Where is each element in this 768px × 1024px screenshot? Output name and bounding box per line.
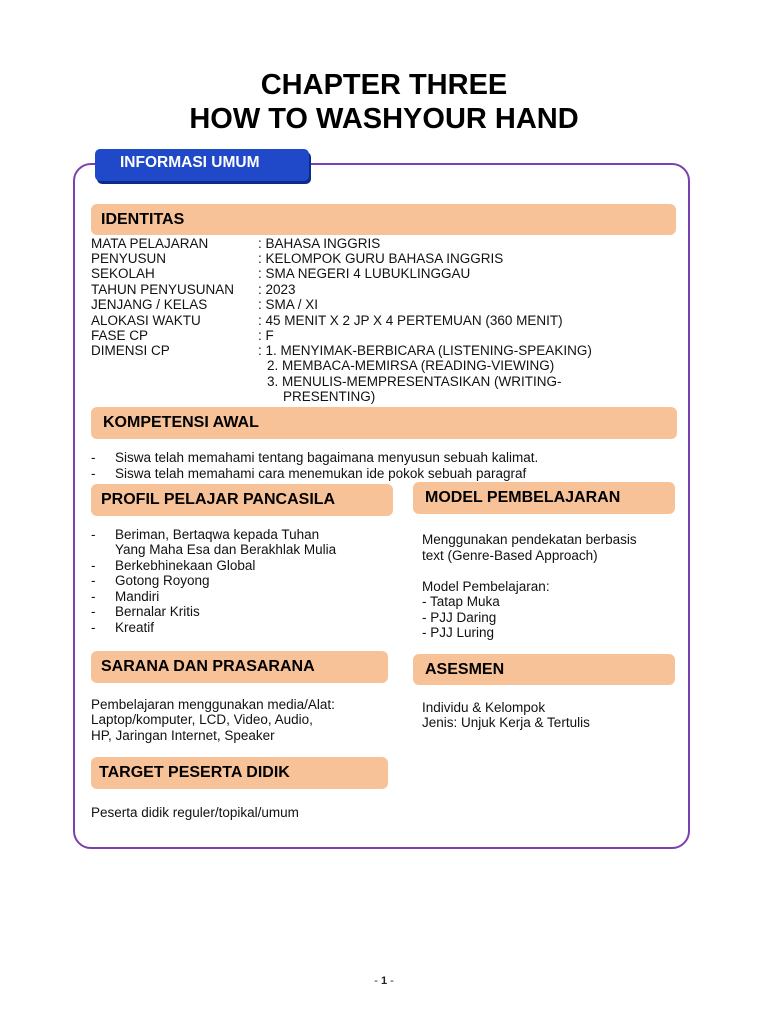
identitas-key: FASE CP [91, 328, 149, 343]
model-line: Model Pembelajaran: [422, 579, 550, 594]
sarana-line: HP, Jaringan Internet, Speaker [91, 728, 275, 743]
model-line: text (Genre-Based Approach) [422, 548, 598, 563]
bullet-dash: - [91, 527, 96, 542]
dimensi-item: 2. MEMBACA-MEMIRSA (READING-VIEWING) [267, 358, 555, 373]
identitas-key: TAHUN PENYUSUNAN [91, 282, 235, 297]
asesmen-line: Jenis: Unjuk Kerja & Tertulis [422, 715, 590, 730]
asesmen-heading: ASESMEN [413, 654, 675, 685]
profil-item-text: Beriman, Bertaqwa kepada Tuhan [115, 527, 320, 542]
page-number [0, 975, 768, 987]
model-line: - Tatap Muka [422, 594, 500, 609]
identitas-value: : F [258, 328, 274, 343]
kompetensi-heading: KOMPETENSI AWAL [91, 407, 677, 439]
identitas-key: DIMENSI CP [91, 343, 170, 358]
identitas-key: SEKOLAH [91, 266, 155, 281]
target-heading: TARGET PESERTA DIDIK [91, 757, 388, 789]
model-line: - PJJ Luring [422, 625, 495, 640]
identitas-key: PENYUSUN [91, 251, 167, 266]
bullet-dash: - [91, 604, 96, 619]
identitas-key: MATA PELAJARAN [91, 236, 209, 251]
bullet-dash: - [91, 573, 96, 588]
bullet-dash: - [91, 558, 96, 573]
kompetensi-item-text: Siswa telah memahami cara menemukan ide pokok sebuah paragraf [115, 466, 527, 481]
profil-item-text: Bernalar Kritis [115, 604, 200, 619]
page-title-line1: CHAPTER THREE [260, 69, 508, 101]
identitas-value: : 1. MENYIMAK-BERBICARA (LISTENING-SPEAKING) [258, 343, 592, 358]
identitas-heading: IDENTITAS [91, 204, 676, 235]
page-number-value: 1 [380, 975, 388, 987]
sarana-line: Laptop/komputer, LCD, Video, Audio, [91, 712, 313, 727]
bullet-dash: - [91, 466, 96, 481]
page-number-suffix: - [387, 975, 394, 987]
target-text: Peserta didik reguler/topikal/umum [91, 805, 299, 820]
identitas-value: : SMA NEGERI 4 LUBUKLINGGAU [258, 266, 471, 281]
bullet-dash: - [91, 589, 96, 604]
page-title-line2: HOW TO WASHYOUR HAND [189, 103, 579, 135]
bullet-dash: - [91, 450, 96, 465]
page-number-prefix: - [374, 975, 381, 987]
bullet-dash: - [91, 620, 96, 635]
model-line: - PJJ Daring [422, 610, 497, 625]
profil-heading: PROFIL PELAJAR PANCASILA [91, 484, 393, 516]
identitas-value: : KELOMPOK GURU BAHASA INGGRIS [258, 251, 504, 266]
profil-item-cont: Yang Maha Esa dan Berakhlak Mulia [115, 542, 337, 557]
identitas-value: : 2023 [258, 282, 296, 297]
profil-item-text: Berkebhinekaan Global [115, 558, 256, 573]
dimensi-item-cont: PRESENTING) [283, 389, 376, 404]
kompetensi-item-text: Siswa telah memahami tentang bagaimana menyusun sebuah kalimat. [115, 450, 539, 465]
identitas-key: ALOKASI WAKTU [91, 313, 201, 328]
identitas-value: : BAHASA INGGRIS [258, 236, 381, 251]
dimensi-item: 3. MENULIS-MEMPRESENTASIKAN (WRITING- [267, 374, 562, 389]
identitas-value: : SMA / XI [258, 297, 319, 312]
identitas-key: JENJANG / KELAS [91, 297, 208, 312]
info-tab: INFORMASI UMUM [95, 149, 309, 181]
sarana-line: Pembelajaran menggunakan media/Alat: [91, 697, 335, 712]
model-line: Menggunakan pendekatan berbasis [422, 532, 637, 547]
sarana-heading: SARANA DAN PRASARANA [91, 651, 388, 683]
profil-item-text: Kreatif [115, 620, 155, 635]
identitas-value: : 45 MENIT X 2 JP X 4 PERTEMUAN (360 MENIT) [258, 313, 563, 328]
profil-item-text: Mandiri [115, 589, 160, 604]
profil-item-text: Gotong Royong [115, 573, 210, 588]
model-heading: MODEL PEMBELAJARAN [413, 482, 675, 514]
asesmen-line: Individu & Kelompok [422, 700, 546, 715]
